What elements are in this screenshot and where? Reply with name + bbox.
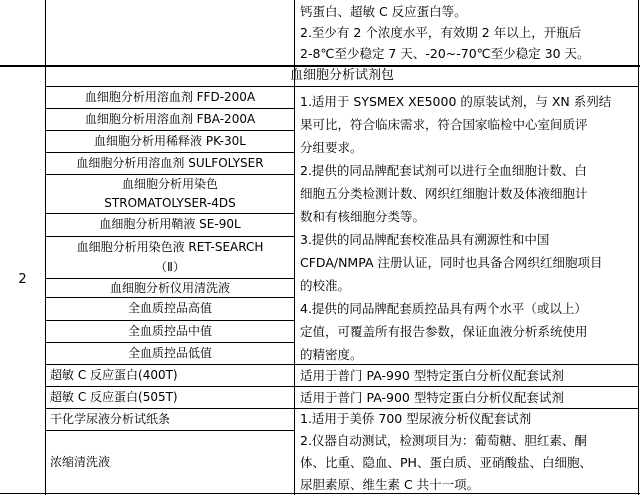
item-name: 血细胞分析用溶血剂 SULFOLYSER (76, 156, 264, 170)
crp-400-name: 超敏 C 反应蛋白(400T) (50, 368, 178, 382)
crp-505-name: 超敏 C 反应蛋白(505T) (50, 390, 178, 404)
description-line: 分组要求。 (300, 140, 363, 155)
carryover-text (295, 0, 638, 65)
item-name: 全血质控品中值 (127, 324, 212, 338)
description-line: 的精密度。 (300, 347, 363, 362)
section-description (295, 90, 638, 364)
description-line: 3.提供的同品牌配套校准品具有溯源性和中国 (300, 232, 550, 247)
item-name-line: STROMATOLYSER-4DS (104, 196, 236, 210)
item-name-line: （Ⅱ） (155, 260, 185, 274)
row-index: 2 (18, 272, 27, 287)
item-name: 血细胞分析仪用清洗液 (109, 281, 230, 295)
description-line: 4.提供的同品牌配套质控品具有两个水平（或以上） (300, 301, 587, 316)
item-name (46, 237, 294, 278)
item-name: 全血质控品低值 (127, 346, 212, 360)
description-line: 定值，可覆盖所有报告参数，保证血液分析系统使用 (300, 324, 588, 339)
item-name: 全血质控品高值 (127, 301, 212, 315)
description-line: CFDA/NMPA 注册认证，同时也具备合网织红细胞项目 (300, 255, 603, 270)
description-line: 体、比重、隐血、PH、蛋白质、亚硝酸盐、白细胞、 (300, 455, 592, 470)
section-title: 血细胞分析试剂包 (289, 68, 394, 83)
description-line: 数和有核细胞分类等。 (300, 209, 426, 224)
description-line: 1.适用于美侨 700 型尿液分析仪配套试剂 (300, 411, 532, 426)
item-name-line: 血细胞分析用染色 (121, 177, 218, 191)
item-name: 血细胞分析用溶血剂 FBA-200A (84, 112, 256, 126)
urine-strip-name: 干化学尿液分析试纸条 (50, 412, 171, 426)
item-name (46, 175, 294, 213)
description-line: 2.提供的同品牌配套试剂可以进行全血细胞计数、白 (300, 163, 587, 178)
item-name: 血细胞分析用稀释液 PK-30L (94, 134, 246, 148)
description-line: 2.仪器自动测试，检测项目为：葡萄糖、胆红素、酮 (300, 433, 587, 448)
description-line: 果可比，符合临床需求，符合国家临检中心室间质评 (300, 117, 588, 132)
carryover-line-1: 钙蛋白、超敏 C 反应蛋白等。 (300, 4, 467, 19)
item-name: 血细胞分析用溶血剂 FFD-200A (84, 90, 256, 104)
description-line: 细胞五分类检测计数、网织红细胞计数及体液细胞计 (300, 186, 588, 201)
carryover-line-3: 2-8℃至少稳定 7 天、-20~-70℃至少稳定 30 天。 (300, 46, 590, 61)
description-line: 尿胆素原、维生素 C 共十一项。 (300, 477, 480, 492)
crp-400-desc: 适用于普门 PA-990 型特定蛋白分析仪配套试剂 (300, 368, 564, 383)
wash-solution-name: 浓缩清洗液 (50, 455, 111, 469)
item-name-line: 血细胞分析用染色液 RET-SEARCH (76, 240, 264, 254)
urine-description (295, 408, 638, 493)
item-name: 血细胞分析用鞘液 SE-90L (99, 217, 241, 231)
carryover-line-2: 2.至少有 2 个浓度水平，有效期 2 年以上，开瓶后 (300, 25, 582, 40)
crp-505-desc: 适用于普门 PA-900 型特定蛋白分析仪配套试剂 (300, 390, 564, 405)
description-line: 的校准。 (300, 278, 351, 293)
description-line: 1.适用于 SYSMEX XE5000 的原装试剂，与 XN 系列结 (300, 94, 612, 109)
